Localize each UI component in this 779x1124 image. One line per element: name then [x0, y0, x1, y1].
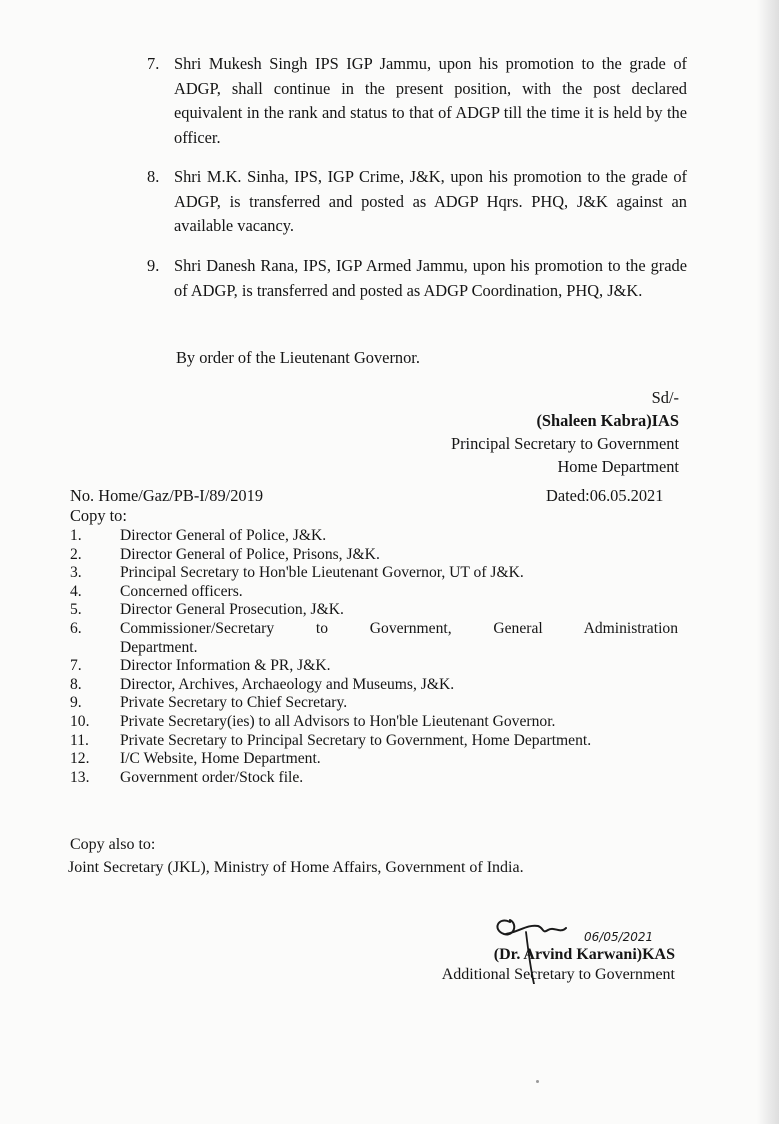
- list-item-text: Director General of Police, Prisons, J&K.: [120, 545, 380, 563]
- list-item-number: 8.: [70, 675, 82, 693]
- list-item-text: Principal Secretary to Hon'ble Lieutenant Governor, UT of J&K.: [120, 564, 524, 582]
- list-item: [70, 769, 678, 788]
- paragraph-number: 8.: [147, 167, 160, 186]
- list-item-number: 12.: [70, 750, 90, 768]
- handwritten-date: 06/05/2021: [584, 930, 654, 944]
- list-item: [70, 713, 678, 732]
- list-item: [70, 601, 678, 620]
- signatory-name: (Dr. Arvind Karwani)KAS: [493, 946, 675, 963]
- by-order-line: By order of the Lieutenant Governor.: [176, 348, 420, 367]
- list-item-text: Government order/Stock file.: [120, 768, 304, 786]
- paragraph-text: Shri Mukesh Singh IPS IGP Jammu, upon his promotion to the grade of ADGP, shall continue in the present position, with the post declared equivalent in the rank and status to that of ADGP till the time it is held by the officer.: [174, 54, 687, 147]
- speck: [536, 1080, 539, 1083]
- copy-also-label: Copy also to:: [70, 836, 156, 853]
- paragraph-number: 7.: [147, 54, 160, 73]
- list-item-text: Commissioner/Secretary to Government, General Administration: [120, 619, 678, 637]
- list-item-number: 9.: [70, 694, 82, 712]
- list-item: [70, 676, 678, 695]
- signatory-designation: Principal Secretary to Government: [450, 434, 679, 453]
- list-item-number: 13.: [70, 768, 90, 786]
- copy-also-recipient: Joint Secretary (JKL), Ministry of Home Affairs, Government of India.: [68, 859, 524, 876]
- list-item-text: Director Information & PR, J&K.: [120, 657, 331, 675]
- signatory-name: (Shaleen Kabra)IAS: [536, 411, 679, 430]
- paragraph-number: 9.: [147, 256, 160, 275]
- list-item: [70, 657, 678, 676]
- copy-to-label: Copy to:: [70, 506, 127, 525]
- dated: Dated:06.05.2021: [546, 486, 664, 505]
- list-item-number: 11.: [70, 731, 89, 749]
- list-item: [70, 694, 678, 713]
- paragraph-9: [147, 254, 687, 303]
- signature-block-additional-secretary: [442, 945, 675, 985]
- list-item-text: Private Secretary(ies) to all Advisors to Hon'ble Lieutenant Governor.: [120, 712, 556, 730]
- signatory-designation: Additional Secretary to Government: [441, 966, 675, 983]
- sd-mark: Sd/-: [651, 388, 679, 407]
- copy-to-list: [70, 527, 678, 787]
- paragraph-text: Shri M.K. Sinha, IPS, IGP Crime, J&K, upon his promotion to the grade of ADGP, is transferred and posted as ADGP Hqrs. PHQ, J&K against an available vacancy.: [174, 167, 687, 235]
- list-item-text-continued: Department.: [120, 638, 198, 656]
- reference-number: No. Home/Gaz/PB-I/89/2019: [70, 486, 264, 505]
- list-item-text: I/C Website, Home Department.: [120, 750, 321, 768]
- list-item-text: Director General of Police, J&K.: [120, 527, 327, 544]
- list-item: [70, 750, 678, 769]
- list-item-number: 3.: [70, 564, 82, 582]
- list-item: [70, 620, 678, 657]
- list-item: [70, 732, 678, 751]
- list-item-number: 7.: [70, 657, 82, 675]
- signature-block-principal-secretary: [451, 386, 679, 478]
- paragraph-7: [147, 52, 687, 150]
- list-item: [70, 527, 678, 546]
- list-item-number: 6.: [70, 619, 82, 637]
- list-item: [70, 564, 678, 583]
- list-item: [70, 583, 678, 602]
- list-item-text: Private Secretary to Principal Secretary to Government, Home Department.: [120, 731, 592, 749]
- page-edge-shadow: [757, 0, 779, 1124]
- list-item-number: 10.: [70, 712, 90, 730]
- list-item-text: Director, Archives, Archaeology and Museums, J&K.: [120, 675, 455, 693]
- signatory-department: Home Department: [557, 457, 679, 476]
- list-item-text: Director General Prosecution, J&K.: [120, 601, 344, 619]
- list-item-number: 2.: [70, 545, 82, 563]
- list-item-number: 5.: [70, 601, 82, 619]
- paragraph-8: [147, 165, 687, 239]
- list-item: [70, 546, 678, 565]
- list-item-number: 1.: [70, 527, 82, 544]
- list-item-number: 4.: [70, 582, 82, 600]
- paragraph-text: Shri Danesh Rana, IPS, IGP Armed Jammu, upon his promotion to the grade of ADGP, is transferred and posted as ADGP Coordination, PHQ, J&K.: [174, 256, 687, 300]
- list-item-text: Private Secretary to Chief Secretary.: [120, 694, 348, 712]
- list-item-text: Concerned officers.: [120, 582, 243, 600]
